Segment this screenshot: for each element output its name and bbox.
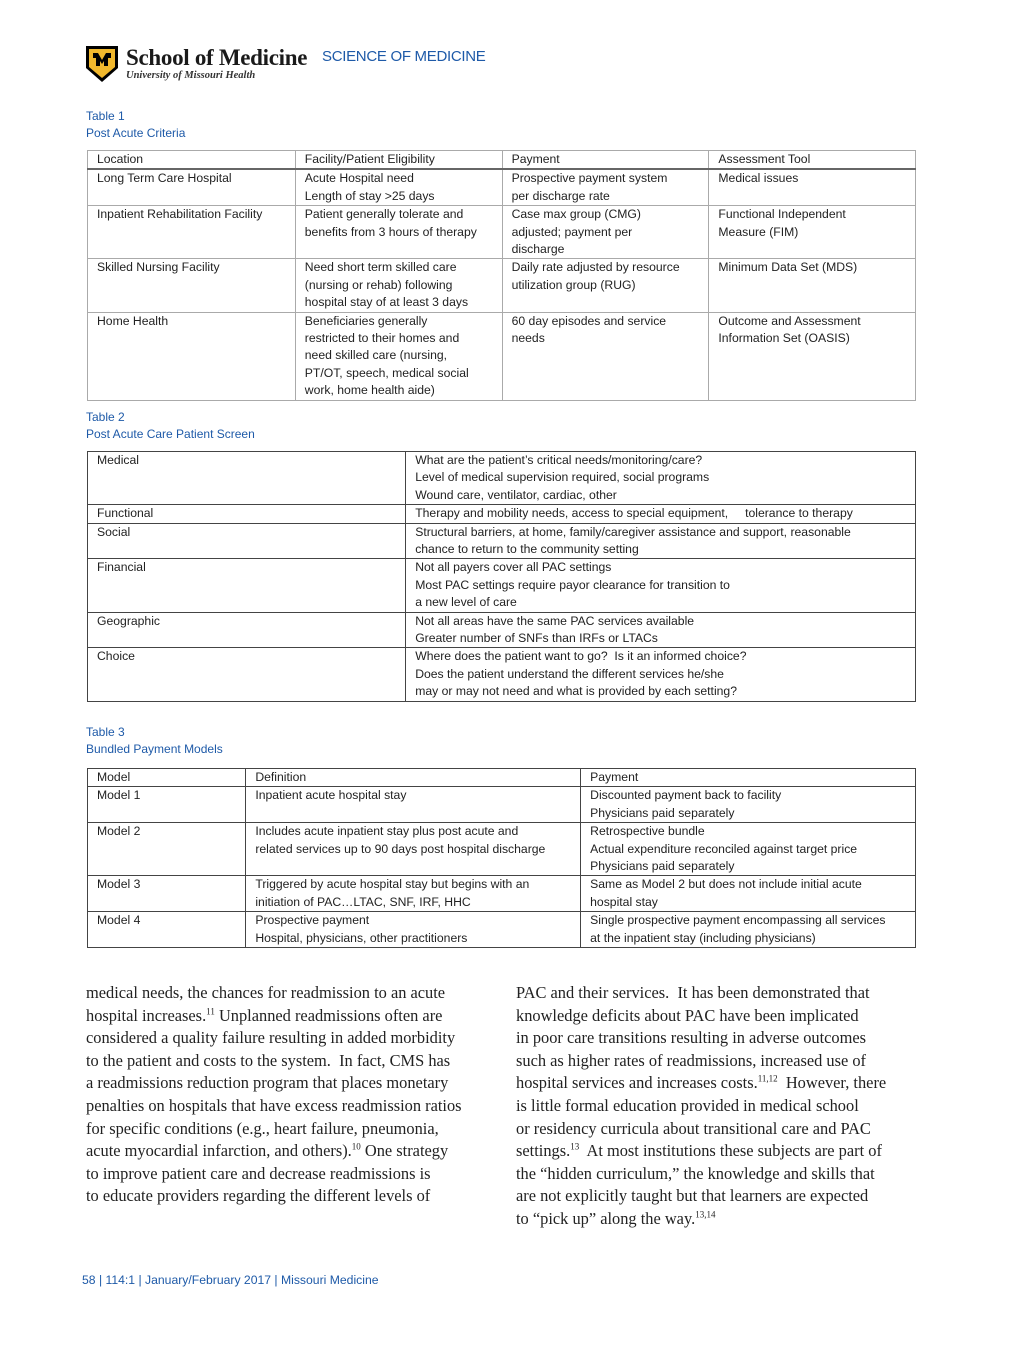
cell-line: Need short term skilled care (304, 260, 457, 275)
text-run: considered a quality failure resulting in added morbidity (86, 1028, 456, 1048)
table1-caption (86, 108, 185, 142)
text-run: to improve patient care and decrease readmissions is (86, 1163, 431, 1183)
cell-line: Information Set (OASIS) (718, 331, 850, 346)
cell-line: Model 1 (97, 788, 141, 803)
text-run: However, there (777, 1073, 887, 1093)
table-cell (709, 206, 916, 259)
row-label-cell (88, 648, 406, 701)
table-row (88, 648, 916, 701)
table-cell (246, 787, 581, 823)
table-cell (295, 259, 502, 312)
column-header: Location (88, 151, 296, 170)
text-line (516, 982, 886, 1005)
citation-superscript: 11,12 (757, 1073, 778, 1084)
text-run: in poor care transitions resulting in adverse outcomes (516, 1028, 867, 1048)
row-label-cell (88, 823, 246, 876)
cell-line: Inpatient Rehabilitation Facility (97, 207, 263, 222)
text-line (86, 1095, 462, 1118)
university-shield-logo-icon (86, 46, 118, 82)
cell-line: work, home health aide) (304, 383, 435, 398)
cell-line: Home Health (97, 313, 169, 328)
table-cell (406, 648, 916, 701)
cell-line: Skilled Nursing Facility (97, 260, 220, 275)
text-line (86, 1140, 462, 1163)
post-acute-criteria-table (87, 150, 916, 401)
cell-line: Single prospective payment encompassing all services (590, 913, 886, 928)
cell-line: Greater number of SNFs than IRFs or LTACs (415, 631, 658, 646)
text-run: such as higher rates of readmissions, increased use of (516, 1050, 867, 1070)
row-label-cell (88, 876, 246, 912)
cell-line: Discounted payment back to facility (590, 788, 782, 803)
cell-line: Measure (FIM) (718, 224, 799, 239)
cell-line: Outcome and Assessment (718, 313, 861, 328)
cell-line: Patient generally tolerate and (304, 207, 464, 222)
citation-superscript: 10 (351, 1141, 361, 1152)
cell-line: Does the patient understand the different services he/she (415, 666, 724, 681)
table-cell (502, 169, 709, 205)
cell-line: Model 3 (97, 877, 141, 892)
text-run: PAC and their services. It has been demonstrated that (516, 983, 870, 1002)
cell-line: Hospital, physicians, other practitioners (255, 930, 468, 945)
text-line (516, 1005, 886, 1028)
cell-line: Model 4 (97, 913, 141, 928)
table-cell (246, 876, 581, 912)
table-cell (581, 823, 916, 876)
table3-label: Table 3 (86, 725, 125, 739)
page-footer: 58 | 114:1 | January/February 2017 | Missouri Medicine (82, 1273, 379, 1287)
cell-line: Therapy and mobility needs, access to special equipment, tolerance to therapy (415, 506, 853, 521)
row-label-cell (88, 312, 296, 400)
cell-line: discharge (511, 242, 565, 257)
text-line (86, 1072, 462, 1095)
cell-line: Same as Model 2 but does not include initial acute (590, 877, 862, 892)
text-run: medical needs, the chances for readmission to an acute (86, 983, 446, 1002)
text-line (516, 1118, 886, 1141)
cell-line: related services up to 90 days post hospital discharge (255, 841, 546, 856)
table-cell (295, 169, 502, 205)
text-run: Unplanned readmissions often are (214, 1005, 443, 1025)
cell-line: Financial (97, 560, 146, 575)
cell-line: What are the patient’s critical needs/monitoring/care? (415, 453, 703, 467)
cell-line: Prospective payment system (511, 171, 668, 186)
column-header: Definition (246, 769, 581, 787)
cell-line: Case max group (CMG) (511, 207, 641, 222)
cell-line: Prospective payment (255, 913, 370, 928)
text-run: is little formal education provided in medical school (516, 1095, 859, 1115)
text-line (86, 1050, 462, 1073)
cell-line: initiation of PAC…LTAC, SNF, IRF, HHC (255, 894, 471, 909)
logo-title: School of Medicine (126, 44, 308, 70)
table-row (88, 259, 916, 312)
text-run: the “hidden curriculum,” the knowledge and skills that (516, 1163, 875, 1183)
cell-line: Retrospective bundle (590, 824, 705, 839)
table-cell (406, 612, 916, 648)
text-run: At most institutions these subjects are part of (579, 1141, 882, 1161)
cell-line: Level of medical supervision required, social programs (415, 470, 710, 485)
text-run: or residency curricula about transitional care and PAC (516, 1118, 871, 1138)
text-line (516, 1050, 886, 1073)
table-header-row (88, 769, 916, 787)
table-row (88, 452, 916, 505)
table-cell (502, 206, 709, 259)
row-label-cell (88, 612, 406, 648)
table-row (88, 206, 916, 259)
cell-line: Where does the patient want to go? Is it an informed choice? (415, 649, 747, 664)
text-line (86, 1163, 462, 1186)
text-line (86, 1027, 462, 1050)
row-label-cell (88, 523, 406, 559)
cell-line: Length of stay >25 days (304, 188, 435, 203)
cell-line: Geographic (97, 613, 161, 628)
table2-title: Post Acute Care Patient Screen (86, 427, 255, 441)
text-line (516, 1095, 886, 1118)
column-header: Payment (581, 769, 916, 787)
column-header: Payment (502, 151, 709, 170)
text-line (86, 1005, 462, 1028)
cell-line: hospital stay of at least 3 days (304, 295, 469, 310)
table-row (88, 505, 916, 523)
table3-caption (86, 724, 223, 758)
cell-line: Actual expenditure reconciled against target price (590, 841, 858, 856)
cell-line: Includes acute inpatient stay plus post acute and (255, 824, 519, 839)
table-cell (502, 312, 709, 400)
table-cell (581, 912, 916, 948)
table-row (88, 912, 916, 948)
cell-line: Acute Hospital need (304, 171, 414, 186)
text-line (516, 1140, 886, 1163)
table-row (88, 876, 916, 912)
table-cell (502, 259, 709, 312)
text-run: penalties on hospitals that have excess readmission ratios (86, 1095, 462, 1115)
cell-line: Wound care, ventilator, cardiac, other (415, 487, 617, 502)
cell-line: hospital stay (590, 894, 658, 909)
cell-line: Medical issues (718, 171, 799, 186)
table3-title: Bundled Payment Models (86, 742, 223, 756)
text-line (516, 1163, 886, 1186)
row-label-cell (88, 505, 406, 523)
cell-line: Physicians paid separately (590, 859, 735, 874)
cell-line: Daily rate adjusted by resource (511, 260, 680, 275)
table-cell (246, 823, 581, 876)
column-header: Facility/Patient Eligibility (295, 151, 502, 170)
table-row (88, 823, 916, 876)
table-cell (406, 505, 916, 523)
cell-line: restricted to their homes and (304, 331, 460, 346)
cell-line: Beneficiaries generally (304, 313, 428, 328)
cell-line: need skilled care (nursing, (304, 348, 448, 363)
cell-line: Functional (97, 506, 154, 521)
cell-line: Minimum Data Set (MDS) (718, 260, 858, 275)
table-header-row (88, 151, 916, 170)
text-run: settings. (516, 1141, 571, 1161)
cell-line: Medical (97, 453, 139, 467)
table2-caption (86, 409, 255, 443)
text-run: hospital services and increases costs. (516, 1073, 758, 1093)
cell-line: PT/OT, speech, medical social (304, 365, 469, 380)
row-label-cell (88, 169, 296, 205)
row-label-cell (88, 259, 296, 312)
table-row (88, 523, 916, 559)
table-cell (709, 169, 916, 205)
cell-line: benefits from 3 hours of therapy (304, 224, 477, 239)
logo-subtitle: University of Missouri Health (126, 69, 256, 81)
table-cell (406, 559, 916, 612)
text-line (516, 1027, 886, 1050)
cell-line: 60 day episodes and service (511, 313, 667, 328)
table-cell (709, 259, 916, 312)
text-run: knowledge deficits about PAC have been implicated (516, 1005, 859, 1025)
table-row (88, 612, 916, 648)
table-cell (295, 312, 502, 400)
row-label-cell (88, 452, 406, 505)
citation-superscript: 11 (206, 1006, 215, 1017)
cell-line: per discharge rate (511, 188, 610, 203)
table1-title: Post Acute Criteria (86, 126, 186, 140)
table-row (88, 787, 916, 823)
masthead (86, 44, 307, 84)
cell-line: Not all payers cover all PAC settings (415, 560, 612, 575)
table-row (88, 559, 916, 612)
table-cell (406, 523, 916, 559)
row-label-cell (88, 912, 246, 948)
section-title: SCIENCE OF MEDICINE (322, 48, 486, 65)
text-run: hospital increases. (86, 1005, 207, 1025)
cell-line: Social (97, 524, 131, 539)
text-run: a readmissions reduction program that places monetary (86, 1073, 449, 1093)
citation-superscript: 13,14 (695, 1209, 716, 1220)
table-cell (581, 876, 916, 912)
cell-line: Most PAC settings require payor clearance for transition to (415, 577, 730, 592)
text-run: to the patient and costs to the system. In fact, CMS has (86, 1050, 451, 1070)
cell-line: needs (511, 331, 545, 346)
column-header: Assessment Tool (709, 151, 916, 170)
table-row (88, 312, 916, 400)
text-run: One strategy (360, 1141, 449, 1161)
row-label-cell (88, 559, 406, 612)
bundled-payment-models-table (87, 768, 916, 948)
text-line (516, 1072, 886, 1095)
cell-line: Structural barriers, at home, family/caregiver assistance and support, reasonable (415, 524, 851, 539)
text-run: to “pick up” along the way. (516, 1208, 696, 1228)
citation-superscript: 13 (570, 1141, 580, 1152)
table1-label: Table 1 (86, 109, 125, 123)
row-label-cell (88, 787, 246, 823)
text-run: acute myocardial infarction, and others). (86, 1141, 352, 1161)
cell-line: Triggered by acute hospital stay but begins with an (255, 877, 530, 892)
row-label-cell (88, 206, 296, 259)
cell-line: Functional Independent (718, 207, 846, 222)
table-cell (406, 452, 916, 505)
text-line (86, 982, 462, 1005)
text-line (86, 1185, 462, 1208)
cell-line: chance to return to the community setting (415, 542, 639, 557)
table-row (88, 169, 916, 205)
table-cell (581, 787, 916, 823)
table-cell (246, 912, 581, 948)
body-text-right-column (516, 982, 886, 1231)
patient-screen-table (87, 451, 916, 702)
cell-line: at the inpatient stay (including physicians) (590, 930, 816, 945)
cell-line: a new level of care (415, 595, 517, 610)
cell-line: Model 2 (97, 824, 141, 839)
cell-line: Inpatient acute hospital stay (255, 788, 407, 803)
body-text-left-column (86, 982, 462, 1208)
table2-label: Table 2 (86, 410, 125, 424)
table-cell (295, 206, 502, 259)
cell-line: adjusted; payment per (511, 224, 633, 239)
table-cell (709, 312, 916, 400)
text-line (516, 1208, 886, 1231)
cell-line: utilization group (RUG) (511, 277, 636, 292)
text-line (86, 1118, 462, 1141)
cell-line: Long Term Care Hospital (97, 171, 232, 186)
text-run: to educate providers regarding the different levels of (86, 1186, 431, 1206)
cell-line: (nursing or rehab) following (304, 277, 453, 292)
cell-line: Choice (97, 649, 135, 664)
cell-line: may or may not need and what is provided by each setting? (415, 684, 737, 699)
cell-line: Physicians paid separately (590, 805, 735, 820)
text-line (516, 1185, 886, 1208)
text-run: for specific conditions (e.g., heart failure, pneumonia, (86, 1118, 439, 1138)
cell-line: Not all areas have the same PAC services available (415, 613, 695, 628)
text-run: are not explicitly taught but that learners are expected (516, 1186, 869, 1206)
column-header: Model (88, 769, 246, 787)
